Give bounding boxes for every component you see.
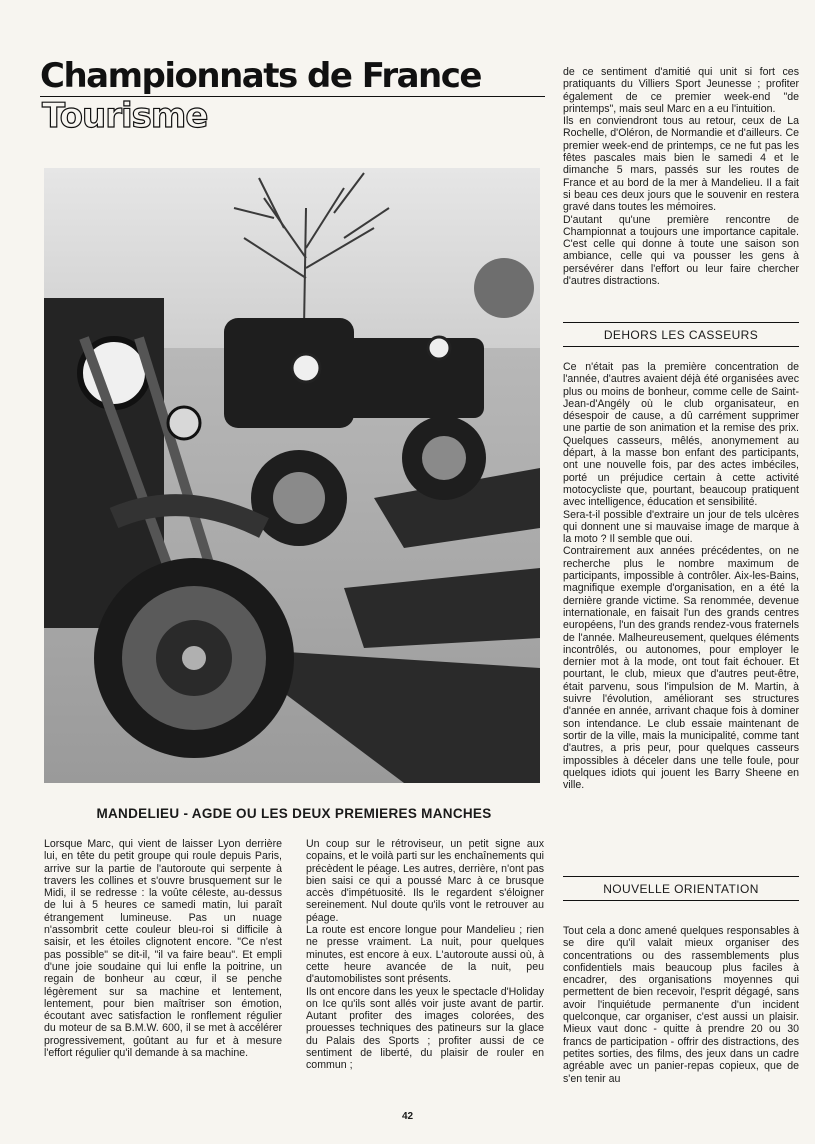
article-column-3-top xyxy=(563,66,799,287)
section-heading-casseurs: DEHORS LES CASSEURS xyxy=(563,322,799,347)
paragraph: Contrairement aux années précédentes, on ne recherche plus le nombre maximum de participants, impossible à contrôler. Aix-les-Bains, magnifique exemple d'organisation, en a été la dernière grande victime. Sa renommée, devenue internationale, en faisait l'un des grands centres européens, l'un des grands rendez-vous fraternels de l'année. Malheureusement, quelques éléments incontrôlés, ou autonomes, pour employer le dernier mot à la mode, ont tout fait échouer. Et pourtant, le club, mieux que d'autres peut-être, était parvenu, sous l'impulsion de M. Martin, à suivre l'évolution, améliorant ses structures d'année en année, arrivant chaque fois à dominer son intendance. Le club essaie maintenant de sortir de la ville, mais la municipalité, comme tant d'autres, a pris peur, pour quelques casseurs impossibles à déceler dans une telle foule, pour quelques idiots qui jouent les Barry Sheene en ville. xyxy=(563,545,799,792)
page-number: 42 xyxy=(401,1111,414,1122)
article-column-2 xyxy=(306,838,544,1072)
page-subtitle: Tourisme xyxy=(42,96,208,136)
page-title: Championnats de France xyxy=(40,56,481,96)
paragraph: Ils ont encore dans les yeux le spectacle d'Holiday on Ice qu'ils sont allés voir juste avant de partir. Autant profiter des images colorées, des prouesses techniques des patineurs sur la glace du Palais des Sports ; profiter aussi de ce sentiment de liberté, du plaisir de rouler en commun ; xyxy=(306,985,544,1072)
paragraph: Lorsque Marc, qui vient de laisser Lyon derrière lui, en tête du petit groupe qui roule depuis Paris, arrive sur la partie de l'autoroute qui serpente à travers les collines et s'ouvre brusquement sur le Midi, il se redresse : la voûte céleste, au-dessus de lui à 5 heures ce samedi matin, lui paraît étrangement lumineuse. Pas un nuage n'assombrit cette couleur bleu-roi si difficile à saisir, et les étoiles clignotent encore. "Ce n'est pas possible" se dit-il, "il va faire beau". Et empli d'une joie soudaine qui lui enfle la poitrine, un regain de bonheur au cœur, il se penche légèrement sur sa machine et lentement, lentement, pour bien maîtriser son émotion, écoutant avec satisfaction le ronflement régulier du moteur de sa B.M.W. 600, il se met à accélérer progressivement, goûtant au fur et à mesure l'effort régulier qu'il demande à sa machine. xyxy=(44,838,282,1060)
section-heading-orientation: NOUVELLE ORIENTATION xyxy=(563,876,799,901)
paragraph: Sera-t-il possible d'extraire un jour de tels ulcères qui donnent une si mauvaise image de marque à la moto ? Il semble que oui. xyxy=(563,508,799,546)
paragraph: Un coup sur le rétroviseur, un petit signe aux copains, et le voilà parti sur les enchaînements qui précèdent le péage. Les autres, derrière, n'ont pas bien saisi ce qui a poussé Marc à ce brusque accès d'impétuosité. Ils le regardent s'éloigner sereinement. Nul doute qu'ils vont le retrouver au péage. xyxy=(306,838,544,924)
article-column-1 xyxy=(44,838,282,1059)
paragraph: Tout cela a donc amené quelques responsables à se dire qu'il valait mieux organiser des concentrations ou des rassemblements plus confidentiels mais beaucoup plus faciles à encadrer, des organisations moyennes qui permettent de bien recevoir, l'esprit dégagé, sans avoir l'inquiétude permanente d'un incident quelconque, car organiser, c'est aussi un plaisir. Mieux vaut donc - quitte à prendre 20 ou 30 francs de participation - offrir des distractions, des petites sorties, des films, des jeux dans un cadre agréable avec un panier-repas copieux, que de s'en tenir au xyxy=(563,925,799,1085)
article-column-3-middle xyxy=(563,361,799,791)
motorcycles-photo-illustration xyxy=(44,168,540,783)
paragraph: de ce sentiment d'amitié qui unit si fort ces pratiquants du Villiers Sport Jeunesse ; profiter également de ce premier week-end "de printemps", mais seul Marc en a eu l'intuition. xyxy=(563,66,799,115)
motorcycles-photo xyxy=(44,168,540,783)
paragraph: Ce n'était pas la première concentration de l'année, d'autres avaient déjà été organisées avec plus ou moins de bonheur, comme celle de Saint-Jean-d'Angély où le club organisateur, en désespoir de cause, a dû carrément supprimer une partie de son animation et la remise des prix. Quelques casseurs, mêlés, anonymement au départ, à la masse bon enfant des participants, ont une nouvelle fois, par des actes imbéciles, porté un préjudice certain à cette activité motocycliste que, pourtant, beaucoup pratiquent avec intelligence, éducation et sensibilité. xyxy=(563,361,799,509)
paragraph: La route est encore longue pour Mandelieu ; rien ne presse vraiment. La nuit, pour quelques minutes, est encore à eux. L'autoroute aussi où, à cette heure avancée de la nuit, peu d'automobilistes sont présents. xyxy=(306,924,544,986)
article-column-3-bottom xyxy=(563,925,799,1085)
section-heading-mandelieu: MANDELIEU - AGDE OU LES DEUX PREMIERES MANCHES xyxy=(96,806,492,821)
paragraph: Ils en conviendront tous au retour, ceux de La Rochelle, d'Oléron, de Normandie et d'ailleurs. Ce premier week-end de printemps, ce ne fut pas les fêtes pascales mais bien le samedi 4 et le dimanche 5 mars, passés sur les routes de France et au bord de la mer à Mandelieu. Il a fait si beau ces deux jours que le souvenir en restera gravé dans toutes les mémoires. xyxy=(563,115,799,214)
paragraph: D'autant qu'une première rencontre de Championnat a toujours une importance capitale. C'est celle qui donne à toute une saison son ambiance, celle qui va pousser les gens à persévérer dans l'effort ou leur faire chercher d'autres distractions. xyxy=(563,213,799,288)
